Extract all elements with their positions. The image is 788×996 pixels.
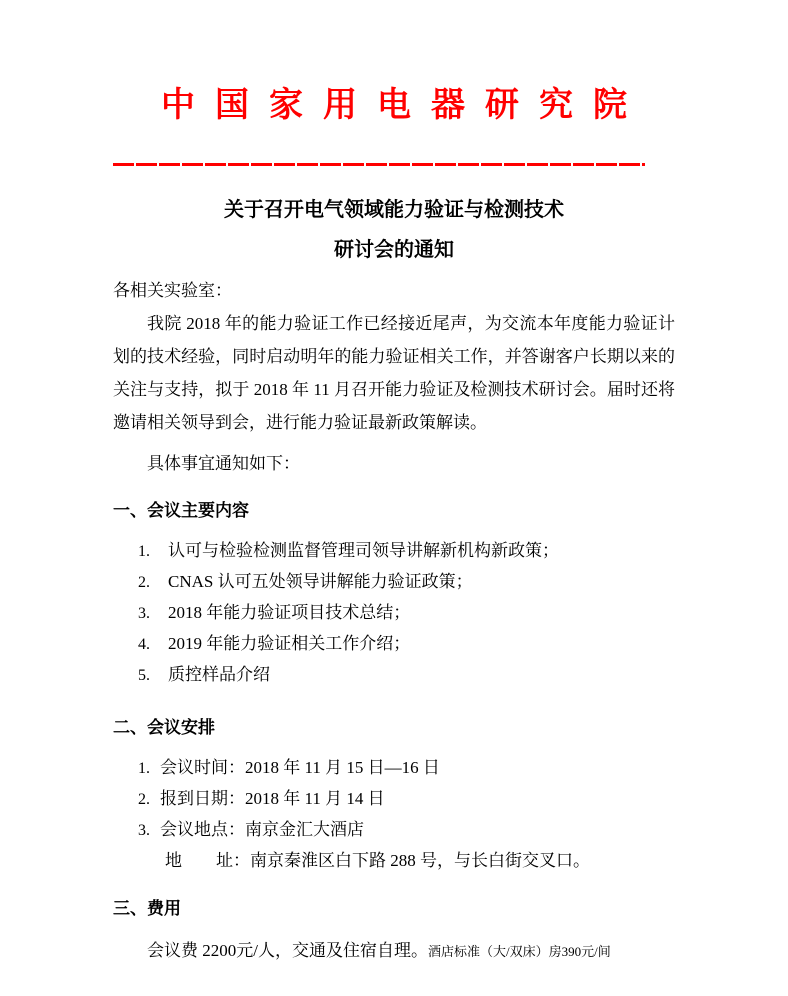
item-text: 报到日期：2018 年 11 月 14 日 xyxy=(160,789,385,808)
item-text: CNAS 认可五处领导讲解能力验证政策； xyxy=(168,572,473,591)
list-item xyxy=(113,536,675,567)
item-number: 3. xyxy=(138,822,150,839)
item-number: 1. xyxy=(138,543,150,560)
header-divider xyxy=(113,163,645,166)
list-item xyxy=(113,815,675,846)
salutation: 各相关实验室： xyxy=(113,281,232,300)
title-line-1: 关于召开电气领域能力验证与检测技术 xyxy=(224,199,564,221)
section-1-heading: 一、会议主要内容 xyxy=(113,501,249,520)
list-item xyxy=(113,660,675,691)
list-item xyxy=(113,784,675,815)
item-number: 2. xyxy=(138,791,150,808)
list-item xyxy=(113,629,675,660)
item-number: 5. xyxy=(138,667,150,684)
document-title xyxy=(113,190,675,270)
address-line: 地 址：南京秦淮区白下路 288 号，与长白街交叉口。 xyxy=(165,851,590,870)
item-text: 2018 年能力验证项目技术总结； xyxy=(168,603,411,622)
item-text: 质控样品介绍 xyxy=(168,665,270,684)
section-2-list xyxy=(113,753,675,876)
title-line-2: 研讨会的通知 xyxy=(334,239,454,261)
item-number: 1. xyxy=(138,760,150,777)
item-number: 4. xyxy=(138,636,150,653)
list-item xyxy=(113,753,675,784)
item-number: 3. xyxy=(138,605,150,622)
section-fees xyxy=(113,894,675,968)
item-text: 会议地点：南京金汇大酒店 xyxy=(160,820,364,839)
item-text: 认可与检验检测监督管理司领导讲解新机构新政策； xyxy=(168,541,559,560)
section-1-list xyxy=(113,536,675,691)
fee-note-text: 酒店标准（大/双床）房390元/间 xyxy=(427,944,611,959)
section-3-heading: 三、费用 xyxy=(113,899,181,918)
list-item xyxy=(113,567,675,598)
list-item xyxy=(113,598,675,629)
intro-paragraph: 我院 2018 年的能力验证工作已经接近尾声，为交流本年度能力验证计划的技术经验，同时启动明年的能力验证相关工作，并答谢客户长期以来的关注与支持，拟于 2018 年 11 月召开能力验证及检测技术研讨会。届时还将邀请相关领导到会，进行能力验证最新政策解读。 xyxy=(113,314,675,432)
organization-name: 中国家用电器研究院 xyxy=(161,87,647,124)
fee-main-text: 会议费 2200元/人，交通及住宿自理。 xyxy=(147,941,428,960)
section-2-heading: 二、会议安排 xyxy=(113,718,215,737)
section-meeting-arrangement xyxy=(113,713,675,876)
fee-line xyxy=(113,934,675,968)
item-number: 2. xyxy=(138,574,150,591)
section-meeting-content xyxy=(113,496,675,691)
item-text: 会议时间：2018 年 11 月 15 日—16 日 xyxy=(160,758,440,777)
lead-in-text: 具体事宜通知如下： xyxy=(147,454,300,473)
item-text: 2019 年能力验证相关工作介绍； xyxy=(168,634,411,653)
